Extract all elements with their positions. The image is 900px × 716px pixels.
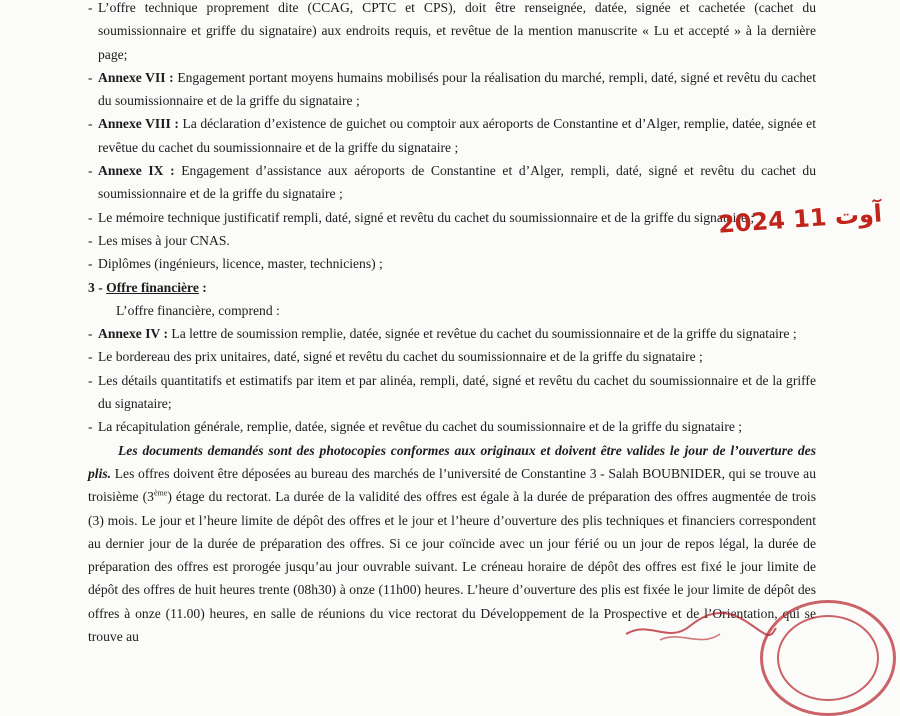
- list-item: [88, 66, 816, 113]
- paragraph-text: ) étage du rectorat. La durée de la validité des offres est égale à la durée de préparation des offres augmentée de trois (3) mois. Le jour et l’heure limite de dépôt des offres et le jour et l’heure d’ouverture des plis techniques et financiers correspondent au dernier jour de la durée de préparation des offres. Si ce jour coïncide avec un jour férié ou un jour de repos légal, la durée de préparation des offres est prorogée jusqu’au jour ouvrable suivant. Le créneau horaire de dépôt des offres est fixé le jour limite de dépôt des offres de huit heures trente (08h30) à onze (11h00) heures. L’heure d’ouverture des plis est fixée le jour limite de dépôt des offres à onze (11.00) heures, en salle de réunions du vice rectorat du Développement de la Prospective et de l’Orientation, qui se trouve au: [88, 489, 816, 645]
- section-intro: L’offre financière, comprend :: [116, 302, 280, 318]
- document-body: [88, 0, 816, 648]
- section-colon: :: [198, 279, 207, 295]
- emphasis-text: Les documents demandés sont des photocopies conformes aux originaux et doivent être valides le jour de l’ouverture des plis.: [88, 442, 816, 481]
- item-text: Le bordereau des prix unitaires, daté, signé et revêtu du cachet du soumissionnaire et de la griffe du signataire ;: [98, 349, 703, 365]
- paragraph-text: Les offres doivent être déposées au bureau des marchés de l’université de Constantine 3 - Salah BOUBNIDER, qui se trouve au troisième (3: [88, 465, 816, 505]
- bullet-dash: -: [88, 0, 93, 15]
- item-lead: Annexe VII :: [98, 69, 174, 85]
- list-item: [88, 252, 816, 275]
- technical-offer-list: [88, 0, 816, 276]
- bullet-dash: -: [88, 69, 93, 85]
- item-lead: Annexe IV :: [98, 326, 168, 342]
- bullet-dash: -: [88, 116, 93, 132]
- item-text: Le mémoire technique justificatif rempli, daté, signé et revêtu du cachet du soumissionnaire et de la griffe du signataire ;: [98, 209, 755, 225]
- item-text: Les mises à jour CNAS.: [98, 232, 230, 248]
- bullet-dash: -: [88, 372, 93, 388]
- financial-offer-list: [88, 322, 816, 438]
- item-text: Engagement d’assistance aux aéroports de Constantine et d’Alger, rempli, daté, signé et revêtu du cachet du soumissionnaire et de la griffe du signataire ;: [98, 163, 817, 202]
- list-item: [88, 206, 816, 229]
- bullet-dash: -: [88, 232, 93, 248]
- bullet-dash: -: [88, 419, 93, 435]
- item-text: L’offre technique proprement dite (CCAG, CPTC et CPS), doit être renseignée, datée, signée et cachetée (cachet du soumissionnaire et griffe du signataire) aux endroits requis, et revêtue de la mention manuscrite « Lu et accepté » à la dernière page;: [98, 0, 816, 62]
- list-item: [88, 112, 816, 159]
- bullet-dash: -: [88, 256, 93, 272]
- official-seal-icon: [760, 600, 896, 716]
- list-item: [88, 345, 816, 368]
- bullet-dash: -: [88, 326, 93, 342]
- bullet-dash: -: [88, 163, 93, 179]
- section-number: 3 -: [88, 279, 107, 295]
- item-text: Les détails quantitatifs et estimatifs par item et par alinéa, rempli, daté, signé et revêtu du cachet du soumissionnaire et de la griffe du signataire;: [98, 372, 816, 412]
- item-text: Diplômes (ingénieurs, licence, master, techniciens) ;: [98, 256, 383, 272]
- date-stamp: 2024 آوت 11: [717, 199, 883, 239]
- section-heading-financial: [88, 276, 816, 299]
- list-item: [88, 322, 816, 345]
- list-item: [88, 159, 816, 206]
- bullet-dash: -: [88, 209, 93, 225]
- list-item: [88, 415, 816, 438]
- item-text: La récapitulation générale, remplie, datée, signée et revêtue du cachet du soumissionnaire et de la griffe du signataire ;: [98, 419, 743, 435]
- item-text: Engagement portant moyens humains mobilisés pour la réalisation du marché, rempli, daté, signé et revêtu du cachet du soumissionnaire et de la griffe du signataire ;: [98, 69, 816, 109]
- ordinal-superscript: ème: [153, 488, 168, 498]
- item-lead: Annexe IX :: [98, 163, 175, 179]
- item-text: La lettre de soumission remplie, datée, signée et revêtue du cachet du soumissionnaire et de la griffe du signataire ;: [171, 326, 797, 342]
- item-text: La déclaration d’existence de guichet ou comptoir aux aéroports de Constantine et d’Alger, remplie, datée, signée et revêtue du cachet du soumissionnaire et de la griffe du signataire ;: [98, 116, 816, 155]
- list-item: [88, 229, 816, 252]
- signature-scrawl-icon: [620, 590, 780, 650]
- item-lead: Annexe VIII :: [98, 116, 179, 132]
- list-item: [88, 369, 816, 416]
- list-item: [88, 0, 816, 66]
- section-title: Offre financière: [106, 279, 199, 295]
- bullet-dash: -: [88, 349, 93, 365]
